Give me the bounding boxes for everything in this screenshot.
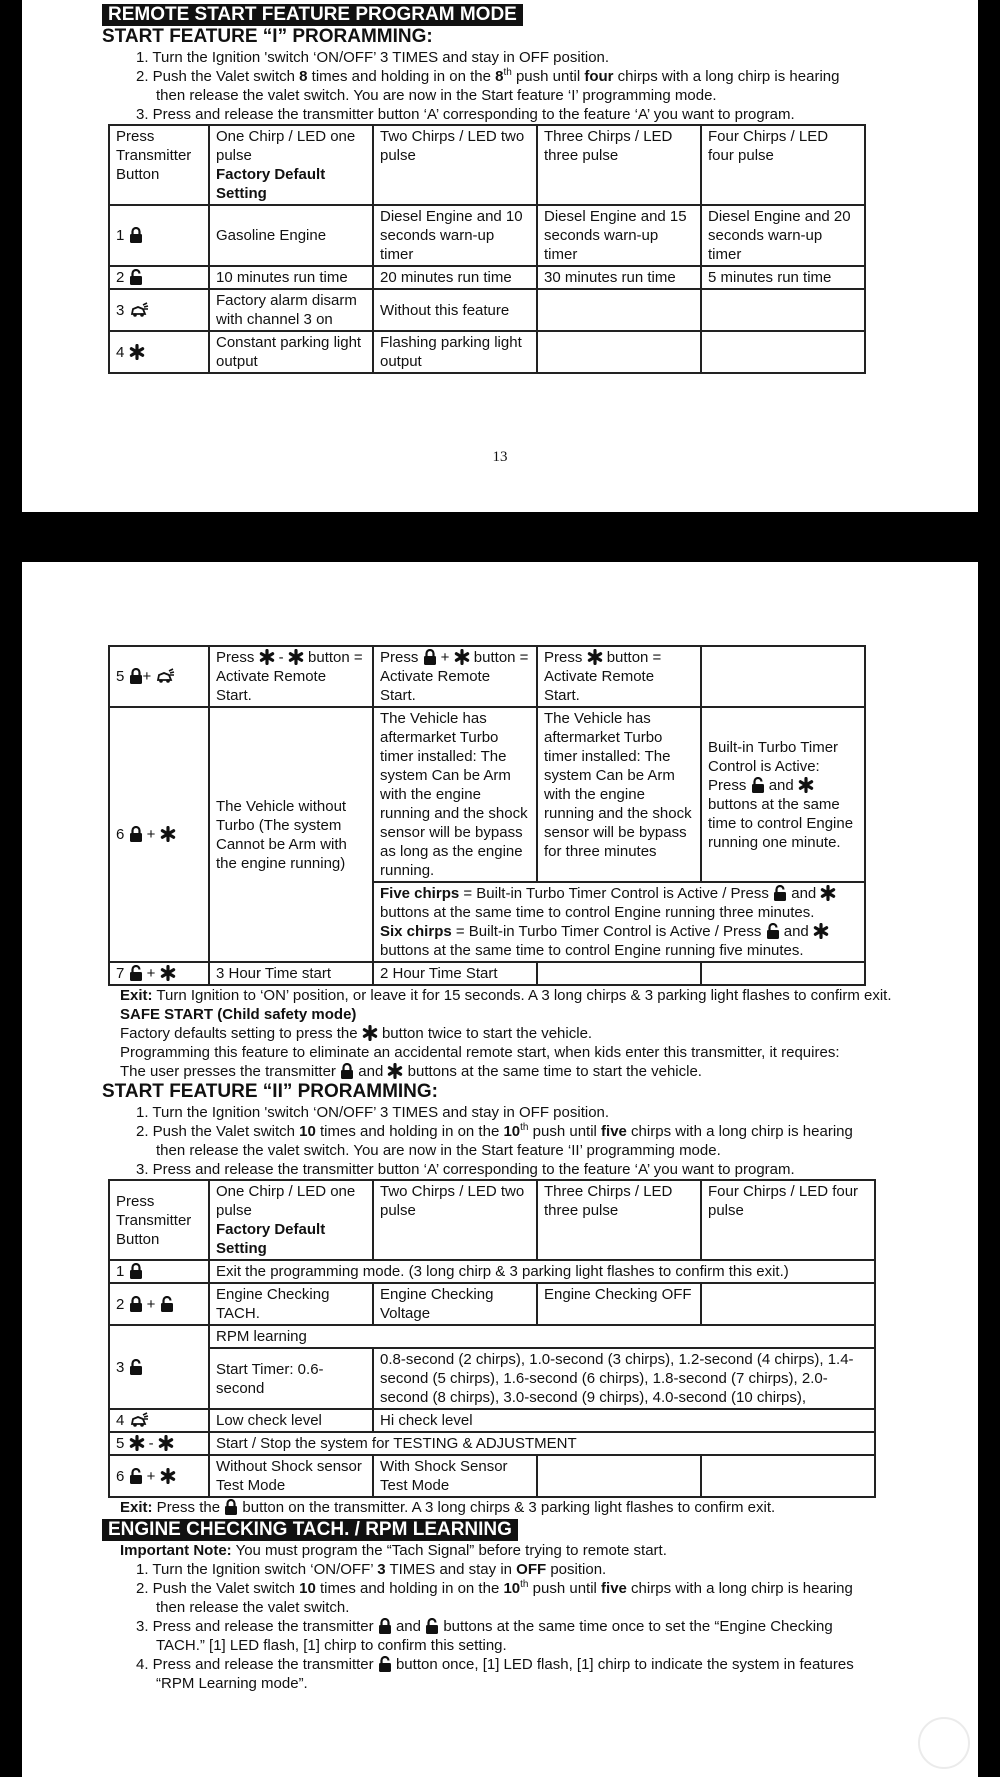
- lock-icon: [129, 1263, 143, 1279]
- table-row: [109, 707, 865, 882]
- section-title-remote-start: REMOTE START FEATURE PROGRAM MODE: [102, 4, 523, 26]
- cell: [701, 646, 865, 707]
- safe-start-line-1: Factory defaults setting to press the button twice to start the vehicle.: [120, 1025, 593, 1042]
- cell: Press + button = Activate Remote Start.: [373, 646, 537, 707]
- table-header-row: [109, 1180, 875, 1260]
- five-chirps-note: Five chirps = Built-in Turbo Timer Control is Active / Press and buttons at the same time to control Engine running three minutes.: [380, 884, 858, 922]
- button-cell: 4: [109, 331, 209, 373]
- cell: 20 minutes run time: [373, 266, 537, 289]
- lock-icon: [423, 649, 437, 665]
- car-icon: [155, 668, 175, 684]
- steps-engine-checking: [136, 1560, 936, 1693]
- heading-start-feature-1: START FEATURE “I” PRORAMMING:: [102, 26, 433, 47]
- car-icon: [129, 1412, 149, 1428]
- cell: Without this feature: [373, 289, 537, 331]
- button-cell: 2 +: [109, 1283, 209, 1325]
- table-row: [109, 1409, 875, 1432]
- unlock-icon: [129, 965, 143, 981]
- cell: Engine Checking Voltage: [373, 1283, 537, 1325]
- cell: 0.8-second (2 chirps), 1.0-second (3 chirps), 1.2-second (4 chirps), 1.4-second (5 chirps), 1.6-second (6 chirps), 1.8-second (7 chirps), 2.0-second (8 chirps), 3.0-second (9 chirps), 4.0-second (10 chirps),: [373, 1348, 875, 1409]
- table-row: [109, 1348, 875, 1409]
- table-row: [109, 1260, 875, 1283]
- star-icon: [813, 923, 829, 939]
- table-row: [109, 1455, 875, 1497]
- star-icon: [288, 649, 304, 665]
- cell: 10 minutes run time: [209, 266, 373, 289]
- table-row: [109, 646, 865, 707]
- button-cell: 7 +: [109, 962, 209, 985]
- lock-icon: [129, 227, 143, 243]
- button-cell: 3: [109, 289, 209, 331]
- star-icon: [160, 1468, 176, 1484]
- unlock-icon: [129, 1359, 143, 1375]
- cell: [701, 1455, 875, 1497]
- cell: 2 Hour Time Start: [373, 962, 537, 985]
- unlock-icon: [129, 1468, 143, 1484]
- unlock-icon: [766, 923, 780, 939]
- lock-icon: [129, 1296, 143, 1312]
- steps-feature-2: [136, 1103, 936, 1179]
- star-icon: [587, 649, 603, 665]
- button-cell: 6 +: [109, 707, 209, 962]
- cell: Without Shock sensor Test Mode: [209, 1455, 373, 1497]
- button-cell: 1: [109, 1260, 209, 1283]
- cell: [537, 289, 701, 331]
- lock-icon: [224, 1499, 238, 1515]
- cell: 3 Hour Time start: [209, 962, 373, 985]
- heading-start-feature-2: START FEATURE “II” PRORAMMING:: [102, 1081, 438, 1102]
- cell-chirps-note: [373, 882, 865, 962]
- cell: Hi check level: [373, 1409, 875, 1432]
- star-icon: [129, 1435, 145, 1451]
- cell: Engine Checking OFF: [537, 1283, 701, 1325]
- cell: [537, 331, 701, 373]
- cell: [701, 331, 865, 373]
- important-note: Important Note: You must program the “Tach Signal” before trying to remote start.: [120, 1542, 667, 1559]
- cell: [701, 1283, 875, 1325]
- star-icon: [387, 1063, 403, 1079]
- header-three-chirps: Three Chirps / LED three pulse: [537, 1180, 701, 1260]
- table-row: [109, 205, 865, 266]
- steps-feature-1: [136, 48, 936, 124]
- cell: Built-in Turbo Timer Control is Active: Press and buttons at the same time to control Engine running one minute.: [701, 707, 865, 882]
- exit-note-1: Exit: Turn Ignition to ‘ON’ position, or leave it for 15 seconds. A 3 long chirps & 3 parking light flashes to confirm exit.: [120, 987, 892, 1004]
- exit-note-2: Exit: Press the button on the transmitter. A 3 long chirps & 3 parking light flashes to confirm exit.: [120, 1499, 776, 1516]
- cell: Flashing parking light output: [373, 331, 537, 373]
- unlock-icon: [425, 1618, 439, 1634]
- step-3: 3. Press and release the transmitter and buttons at the same time once to set the “Engine Checking TACH.” [1] LED flash, [1] chirp to confirm this setting.: [136, 1618, 833, 1654]
- step-1: 1. Turn the Ignition switch ‘ON/OFF’ 3 TIMES and stay in OFF position.: [136, 1561, 607, 1578]
- section-title-engine-checking: ENGINE CHECKING TACH. / RPM LEARNING: [102, 1519, 518, 1541]
- button-cell: 5 +: [109, 646, 209, 707]
- cell: Start Timer: 0.6-second: [209, 1348, 373, 1409]
- feature-1-table-continued: [108, 645, 866, 986]
- button-cell: 2: [109, 266, 209, 289]
- manual-page-14: [22, 562, 978, 1777]
- lock-icon: [378, 1618, 392, 1634]
- lock-icon: [129, 668, 143, 684]
- header-one-chirp: One Chirp / LED one pulse Factory Default Setting: [209, 125, 373, 205]
- table-row: [109, 1325, 875, 1348]
- cell: Engine Checking TACH.: [209, 1283, 373, 1325]
- star-icon: [160, 826, 176, 842]
- header-two-chirps: Two Chirps / LED two pulse: [373, 1180, 537, 1260]
- button-cell: 5 -: [109, 1432, 209, 1455]
- cell: Exit the programming mode. (3 long chirp & 3 parking light flashes to confirm this exit.): [209, 1260, 875, 1283]
- star-icon: [158, 1435, 174, 1451]
- star-icon: [160, 965, 176, 981]
- table-row: [109, 1432, 875, 1455]
- step-1: 1. Turn the Ignition 'switch ‘ON/OFF’ 3 TIMES and stay in OFF position.: [136, 49, 610, 66]
- unlock-icon: [129, 269, 143, 285]
- watermark-logo: [918, 1717, 970, 1769]
- header-two-chirps: Two Chirps / LED two pulse: [373, 125, 537, 205]
- step-2: 2. Push the Valet switch 8 times and holding in on the 8th push until four chirps with a long chirp is hearing then release the valet switch. You are now in the Start feature ‘I’ programming mode.: [136, 67, 840, 104]
- cell: Diesel Engine and 15 seconds warn-up timer: [537, 205, 701, 266]
- cell: RPM learning: [209, 1325, 875, 1348]
- star-icon: [798, 777, 814, 793]
- feature-2-table: [108, 1179, 876, 1498]
- star-icon: [362, 1025, 378, 1041]
- unlock-icon: [378, 1656, 392, 1672]
- six-chirps-note: Six chirps = Built-in Turbo Timer Control is Active / Press and buttons at the same time to control Engine running five minutes.: [380, 922, 858, 960]
- safe-start-line-3: The user presses the transmitter and buttons at the same time to start the vehicle.: [120, 1063, 702, 1080]
- cell: The Vehicle has aftermarket Turbo timer installed: The system Can be Arm with the engine running and the shock sensor will be bypass as long as the engine running.: [373, 707, 537, 882]
- header-four-chirps: Four Chirps / LED four pulse: [701, 125, 865, 205]
- lock-icon: [129, 826, 143, 842]
- cell: 30 minutes run time: [537, 266, 701, 289]
- page-number: 13: [492, 449, 508, 465]
- step-3: 3. Press and release the transmitter button ‘A’ corresponding to the feature ‘A’ you want to program.: [136, 106, 795, 123]
- table-header-row: [109, 125, 865, 205]
- header-four-chirps: Four Chirps / LED four pulse: [701, 1180, 875, 1260]
- star-icon: [820, 885, 836, 901]
- cell: Factory alarm disarm with channel 3 on: [209, 289, 373, 331]
- cell: Gasoline Engine: [209, 205, 373, 266]
- manual-page-13: [22, 0, 978, 512]
- table-row: [109, 266, 865, 289]
- unlock-icon: [751, 777, 765, 793]
- cell: Diesel Engine and 10 seconds warn-up timer: [373, 205, 537, 266]
- star-icon: [259, 649, 275, 665]
- button-cell: 3: [109, 1325, 209, 1409]
- cell: Start / Stop the system for TESTING & ADJUSTMENT: [209, 1432, 875, 1455]
- unlock-icon: [160, 1296, 174, 1312]
- button-cell: 6 +: [109, 1455, 209, 1497]
- unlock-icon: [773, 885, 787, 901]
- star-icon: [129, 344, 145, 360]
- header-one-chirp: One Chirp / LED one pulse Factory Default Setting: [209, 1180, 373, 1260]
- step-1: 1. Turn the Ignition 'switch ‘ON/OFF’ 3 TIMES and stay in OFF position.: [136, 1104, 610, 1121]
- star-icon: [454, 649, 470, 665]
- cell: [701, 289, 865, 331]
- header-press-button: Press Transmitter Button: [109, 1180, 209, 1260]
- table-row: [109, 331, 865, 373]
- cell: Press button = Activate Remote Start.: [537, 646, 701, 707]
- cell: [701, 962, 865, 985]
- safe-start-title: SAFE START (Child safety mode): [120, 1006, 357, 1023]
- step-2: 2. Push the Valet switch 10 times and holding in on the 10th push until five chirps with a long chirp is hearing then release the valet switch.: [136, 1579, 853, 1616]
- cell: With Shock Sensor Test Mode: [373, 1455, 537, 1497]
- header-press-button: Press Transmitter Button: [109, 125, 209, 205]
- cell: Diesel Engine and 20 seconds warn-up timer: [701, 205, 865, 266]
- cell: [537, 962, 701, 985]
- table-row: [109, 289, 865, 331]
- feature-1-table: [108, 124, 866, 374]
- button-cell: 4: [109, 1409, 209, 1432]
- cell: The Vehicle without Turbo (The system Cannot be Arm with the engine running): [209, 707, 373, 962]
- header-three-chirps: Three Chirps / LED three pulse: [537, 125, 701, 205]
- table-row: [109, 1283, 875, 1325]
- table-row: [109, 962, 865, 985]
- car-icon: [129, 302, 149, 318]
- cell: [537, 1455, 701, 1497]
- cell: The Vehicle has aftermarket Turbo timer installed: The system Can be Arm with the engine running and the shock sensor will be bypass for three minutes: [537, 707, 701, 882]
- cell: Press - button = Activate Remote Start.: [209, 646, 373, 707]
- safe-start-line-2: Programming this feature to eliminate an accidental remote start, when kids enter this transmitter, it requires:: [120, 1044, 840, 1061]
- step-2: 2. Push the Valet switch 10 times and holding in on the 10th push until five chirps with a long chirp is hearing then release the valet switch. You are now in the Start feature ‘II’ programming mode.: [136, 1122, 853, 1159]
- cell: 5 minutes run time: [701, 266, 865, 289]
- step-3: 3. Press and release the transmitter button ‘A’ corresponding to the feature ‘A’ you want to program.: [136, 1161, 795, 1178]
- button-cell: 1: [109, 205, 209, 266]
- lock-icon: [340, 1063, 354, 1079]
- step-4: 4. Press and release the transmitter button once, [1] LED flash, [1] chirp to indicate the system in features “RPM Learning mode”.: [136, 1656, 854, 1692]
- cell: Constant parking light output: [209, 331, 373, 373]
- cell: Low check level: [209, 1409, 373, 1432]
